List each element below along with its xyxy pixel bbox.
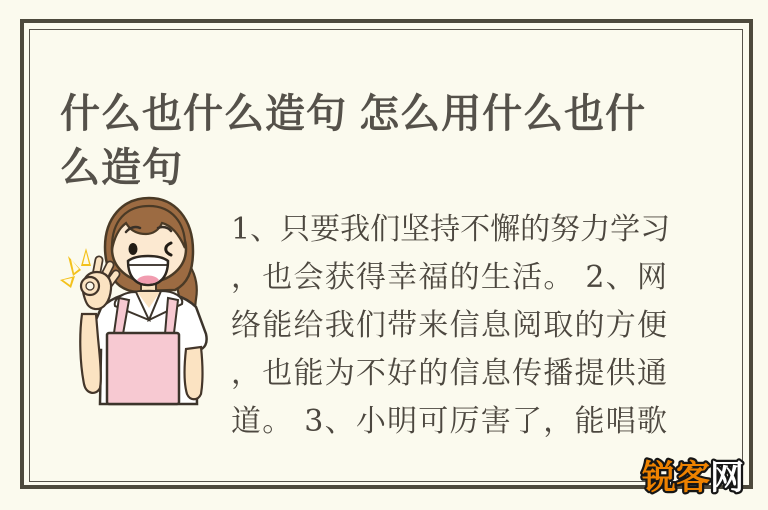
body-line: ，也能为不好的信息传播提供通 bbox=[231, 356, 667, 391]
watermark-text-white: 网 bbox=[710, 459, 744, 497]
body-line: 络能给我们带来信息阅取的方便 bbox=[231, 308, 667, 343]
body-line: 道。 3、小明可厉害了，能唱歌 bbox=[231, 404, 667, 439]
body-line: ，也会获得幸福的生活。 2、网 bbox=[231, 260, 667, 295]
page-title bbox=[60, 87, 720, 195]
watermark-logo bbox=[632, 457, 754, 499]
left-forearm bbox=[80, 314, 101, 393]
apron-panel bbox=[107, 333, 179, 404]
right-forearm bbox=[185, 347, 203, 399]
article-body bbox=[231, 206, 671, 446]
watermark-text-orange: 锐客 bbox=[642, 459, 710, 497]
body-line: 1、只要我们坚持不懈的努力学习 bbox=[231, 212, 671, 247]
page-title-line1: 什么也什么造句 怎么用什么也什 bbox=[60, 91, 647, 136]
eye-open bbox=[129, 243, 138, 255]
girl-ok-illustration-svg bbox=[55, 186, 230, 411]
page-title-line2: 么造句 bbox=[60, 145, 183, 190]
svg-text:锐客网 bbox=[642, 459, 744, 497]
girl-ok-illustration bbox=[55, 186, 230, 411]
